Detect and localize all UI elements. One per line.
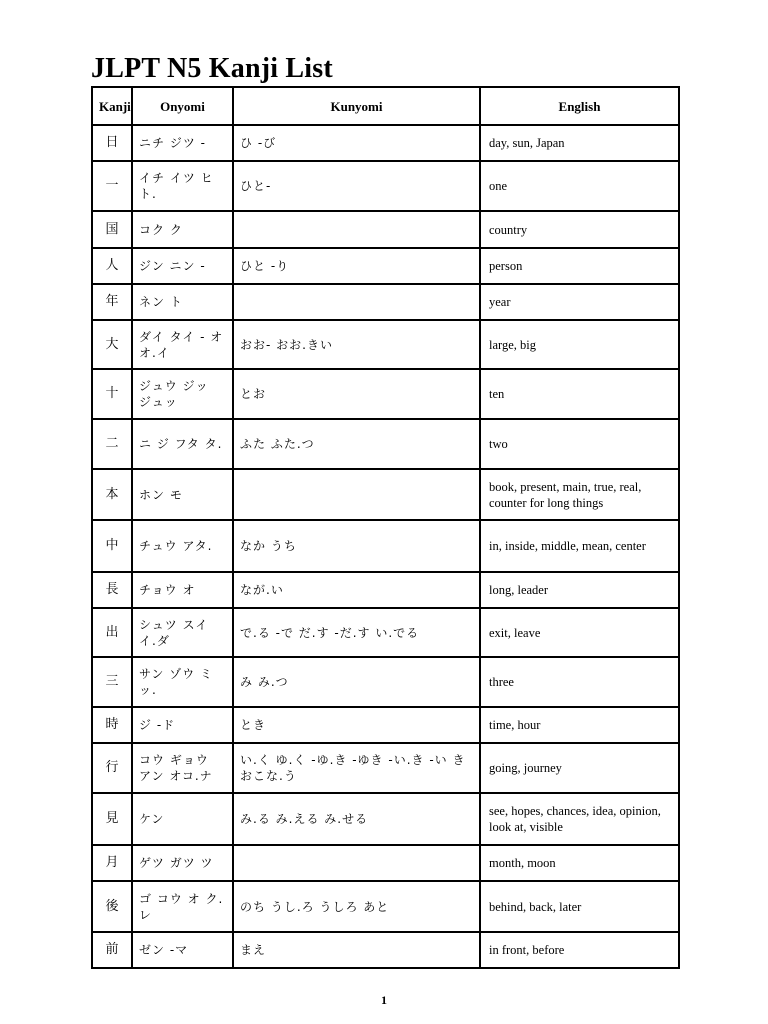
cell-kunyomi	[233, 211, 480, 248]
cell-kanji: 前	[92, 932, 132, 968]
table-row	[92, 657, 679, 707]
table-row	[92, 572, 679, 608]
cell-onyomi: ニチ ジツ -	[132, 125, 233, 161]
cell-onyomi: ケン	[132, 793, 233, 845]
cell-onyomi: ゴ コウ オ ク.レ	[132, 881, 233, 932]
cell-kunyomi: い.く ゆ.く -ゆ.き -ゆき -い.き -い き おこな.う	[233, 743, 480, 793]
cell-kunyomi: なか うち	[233, 520, 480, 572]
table-row	[92, 284, 679, 320]
document-title: JLPT N5 Kanji List	[91, 53, 333, 84]
cell-onyomi: コウ ギョウ アン オコ.ナ	[132, 743, 233, 793]
cell-kanji: 長	[92, 572, 132, 608]
cell-kunyomi	[233, 845, 480, 881]
table-row	[92, 743, 679, 793]
cell-english: country	[480, 211, 679, 248]
table-row	[92, 211, 679, 248]
cell-kanji: 本	[92, 469, 132, 520]
cell-kanji: 行	[92, 743, 132, 793]
cell-english: behind, back, later	[480, 881, 679, 932]
cell-english: person	[480, 248, 679, 284]
cell-onyomi: ジュウ ジッ ジュッ	[132, 369, 233, 419]
cell-kunyomi: ひ -び	[233, 125, 480, 161]
header-row	[92, 87, 679, 125]
table-header	[92, 87, 679, 125]
cell-english: long, leader	[480, 572, 679, 608]
cell-english: large, big	[480, 320, 679, 369]
cell-onyomi: ニ ジ フタ タ.	[132, 419, 233, 469]
cell-onyomi: サン ゾウ ミッ.	[132, 657, 233, 707]
cell-kanji: 日	[92, 125, 132, 161]
cell-kunyomi: ひと -り	[233, 248, 480, 284]
cell-onyomi: ネン ト	[132, 284, 233, 320]
cell-onyomi: ホン モ	[132, 469, 233, 520]
table-row	[92, 793, 679, 845]
cell-kanji: 時	[92, 707, 132, 743]
table-row	[92, 161, 679, 211]
cell-onyomi: ゲツ ガツ ツ	[132, 845, 233, 881]
cell-english: day, sun, Japan	[480, 125, 679, 161]
cell-onyomi: シュツ スイ イ.ダ	[132, 608, 233, 657]
cell-english: time, hour	[480, 707, 679, 743]
table-row	[92, 320, 679, 369]
cell-onyomi: ジ -ド	[132, 707, 233, 743]
cell-kanji: 中	[92, 520, 132, 572]
table-row	[92, 369, 679, 419]
cell-english: see, hopes, chances, idea, opinion, look at, visible	[480, 793, 679, 845]
cell-kunyomi: み.る み.える み.せる	[233, 793, 480, 845]
table-row	[92, 707, 679, 743]
cell-kunyomi	[233, 469, 480, 520]
cell-onyomi: ダイ タイ - オオ.イ	[132, 320, 233, 369]
cell-english: in, inside, middle, mean, center	[480, 520, 679, 572]
page-number: 1	[381, 993, 387, 1007]
header-kunyomi: Kunyomi	[233, 87, 480, 125]
cell-kanji: 人	[92, 248, 132, 284]
cell-onyomi: イチ イツ ヒト.	[132, 161, 233, 211]
cell-kunyomi: のち うし.ろ うしろ あと	[233, 881, 480, 932]
table-row	[92, 469, 679, 520]
cell-kanji: 月	[92, 845, 132, 881]
cell-kanji: 十	[92, 369, 132, 419]
cell-english: ten	[480, 369, 679, 419]
cell-kunyomi: とお	[233, 369, 480, 419]
cell-kanji: 一	[92, 161, 132, 211]
table-row	[92, 881, 679, 932]
cell-kanji: 後	[92, 881, 132, 932]
cell-english: going, journey	[480, 743, 679, 793]
cell-kunyomi: ふた ふた.つ	[233, 419, 480, 469]
cell-kanji: 出	[92, 608, 132, 657]
table-body	[92, 125, 679, 968]
table-row	[92, 845, 679, 881]
cell-onyomi: コク ク	[132, 211, 233, 248]
cell-kanji: 大	[92, 320, 132, 369]
cell-english: two	[480, 419, 679, 469]
kanji-table	[91, 86, 680, 969]
header-onyomi: Onyomi	[132, 87, 233, 125]
cell-english: one	[480, 161, 679, 211]
cell-kunyomi: み み.つ	[233, 657, 480, 707]
header-kanji: Kanji	[92, 87, 132, 125]
cell-kunyomi: で.る -で だ.す -だ.す い.でる	[233, 608, 480, 657]
cell-kanji: 二	[92, 419, 132, 469]
table-row	[92, 608, 679, 657]
cell-english: month, moon	[480, 845, 679, 881]
cell-kunyomi: なが.い	[233, 572, 480, 608]
header-english: English	[480, 87, 679, 125]
table-row	[92, 419, 679, 469]
cell-english: three	[480, 657, 679, 707]
cell-onyomi: チョウ オ	[132, 572, 233, 608]
cell-kunyomi	[233, 284, 480, 320]
cell-kanji: 見	[92, 793, 132, 845]
cell-kunyomi: おお- おお.きい	[233, 320, 480, 369]
cell-kanji: 年	[92, 284, 132, 320]
cell-kunyomi: ひと-	[233, 161, 480, 211]
cell-onyomi: ジン ニン -	[132, 248, 233, 284]
cell-english: year	[480, 284, 679, 320]
cell-kanji: 国	[92, 211, 132, 248]
cell-kunyomi: とき	[233, 707, 480, 743]
table-row	[92, 932, 679, 968]
cell-english: book, present, main, true, real, counter for long things	[480, 469, 679, 520]
table-row	[92, 248, 679, 284]
cell-english: in front, before	[480, 932, 679, 968]
cell-kanji: 三	[92, 657, 132, 707]
cell-onyomi: ゼン -マ	[132, 932, 233, 968]
table-row	[92, 520, 679, 572]
cell-english: exit, leave	[480, 608, 679, 657]
table-row	[92, 125, 679, 161]
cell-kunyomi: まえ	[233, 932, 480, 968]
cell-onyomi: チュウ アタ.	[132, 520, 233, 572]
